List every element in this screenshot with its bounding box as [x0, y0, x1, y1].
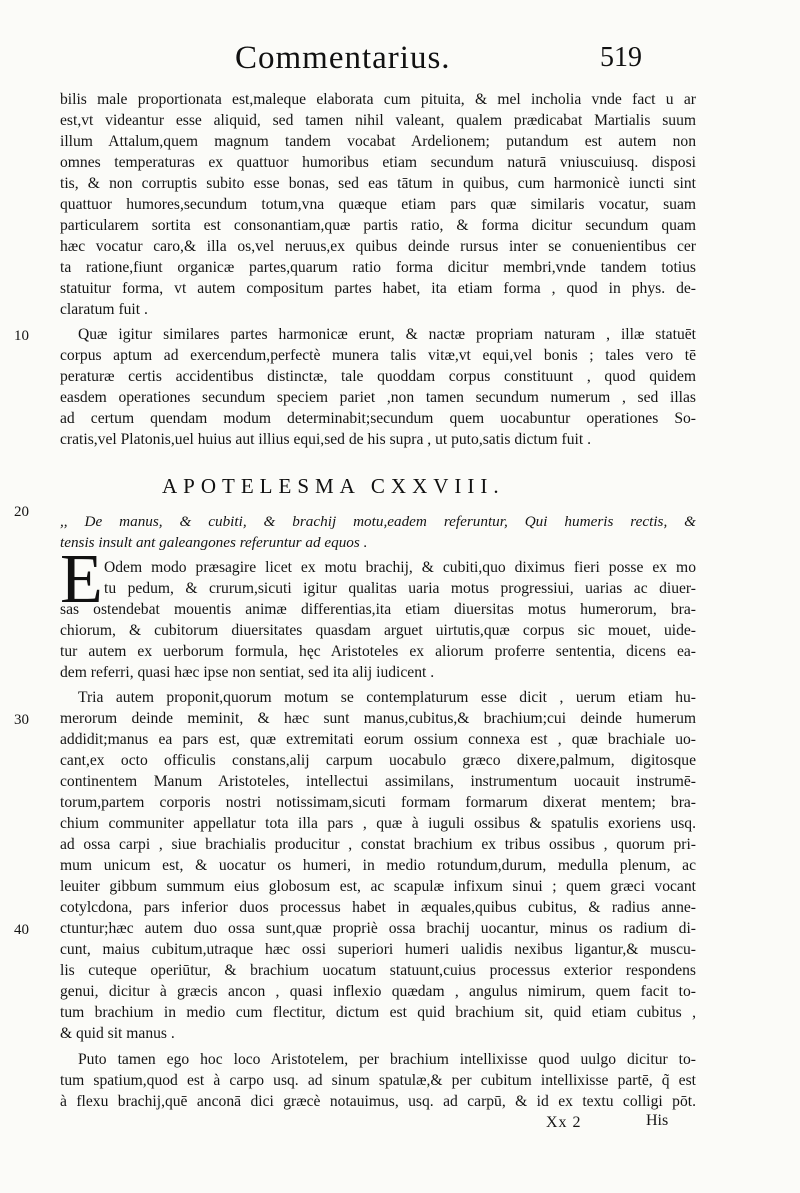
text-line: lis cuteque operiūtur, & brachium uocatum statuunt,cuius processus exterior respondens	[60, 962, 696, 979]
text-line: chiorum, & cubitorum diuersitates quasdam arguet uirtutis,quæ corpus sic mouet, uide-	[60, 622, 696, 639]
text-line: genui, dicitur à græcis ancon , quasi inflexio quædam , angulus nimirum, quem facit to-	[60, 983, 696, 1000]
text-line: ta ratione,fiunt organicæ partes,quarum ratio forma dicitur membri,vnde tandem totius	[60, 259, 696, 276]
text-line: Quæ igitur similares partes harmonicæ erunt, & nactæ propriam naturam , illæ statuēt	[78, 326, 696, 343]
text-line: chium communiter appellatur tota illa pars , quæ à iuguli ossibus & spatulis exoriens usq.	[60, 815, 696, 832]
line-number: 20	[14, 504, 29, 520]
signature-mark: Xx 2	[546, 1114, 582, 1131]
text-line: ad certum quendam modum determinabit;secundum quem uocabuntur operationes So-	[60, 410, 696, 427]
text-line: est,vt videantur esse aliquid, sed tamen nihil valeant, qualem prædicabat Martialis suum	[60, 112, 696, 129]
text-line: claratum fuit .	[60, 301, 148, 318]
quote-line: ,, De manus, & cubiti, & brachij motu,eadem referuntur, Qui humeris rectis, &	[60, 513, 696, 530]
text-line: cratis,vel Platonis,uel huius aut illius equi,sed de his supra , ut puto,satis dictum fuit .	[60, 431, 591, 448]
text-line: tum spatium,quod est à carpo usq. ad sinum spatulæ,& per cubitum intellixisse partē, q̃ est	[60, 1072, 696, 1089]
text-line: particularem sortita est consonantiam,quæ partis ratio, & forma dicitur secundum quam	[60, 217, 696, 234]
line-number: 10	[14, 328, 29, 344]
text-line: continentem Manum Aristoteles, intellectui assimilans, instrumentum uocauit instrumē-	[60, 773, 696, 790]
text-line: hæc vocatur caro,& illa os,vel neruus,ex quibus deinde rursus inter se conuenientibus cer	[60, 238, 696, 255]
text-line: illum Attalum,quem magnum tandem vocabat Ardelionem; putandum est autem non	[60, 133, 696, 150]
text-line: tis, & non corruptis subito esse bonas, sed eas tātum in quibus, cum harmonicè iuncti sint	[60, 175, 696, 192]
text-line: dem referri, quasi hæc ipse non sentiat, sed ita alij iudicent .	[60, 664, 435, 681]
text-line: Tria autem proponit,quorum motum se contemplaturum esse dicit , uerum etiam hu-	[78, 689, 696, 706]
text-line: ad ossa carpi , siue brachialis producitur , constat brachium ex tribus ossibus , quorum pri-	[60, 836, 696, 853]
text-line: peraturæ certis accidentibus distinctæ, tale quoddam corpus constituunt , quod quidem	[60, 368, 696, 385]
bleed-through-text	[212, 52, 218, 78]
text-line: corpus aptum ad exercendum,perfectè munera talis vitæ,vt equi,vel bonis ; tales vero tē	[60, 347, 696, 364]
line-number: 40	[14, 922, 29, 938]
text-line: bilis male proportionata est,maleque elaborata cum pituita, & mel incholia vnde fact u ar	[60, 91, 696, 108]
text-line: sas ostendebat mouentis animæ differentias,ita etiam diuersitas motus humerorum, bra-	[60, 601, 696, 618]
text-line: statuitur forma, vt autem compositum partes habet, ita etiam forma , quod in phys. de-	[60, 280, 696, 297]
text-line: tum brachium in medio cum flectitur, dictum est quid brachium sit, quid etiam cubitus ,	[60, 1004, 696, 1021]
text-line: quattuor humores,secundum totum,vna quæque etiam pars quæ similaris vocatur, suam	[60, 196, 696, 213]
text-line: cant,ex octo officulis constans,alij carpum uocabulo græco dixere,palmum, digitosque	[60, 752, 696, 769]
running-title: Commentarius.	[235, 40, 451, 76]
text-line: leuiter gibbum summum eius globosum est, ac scapulæ infixum sinui ; quem græci vocant	[60, 878, 696, 895]
line-number: 30	[14, 712, 29, 728]
text-line: easdem operationes secundum speciem pariet ,non tamen secundum numerum , sed illas	[60, 389, 696, 406]
text-line: merorum deinde meminit, & hæc sunt manus,cubitus,& brachium;cui deinde humerum	[60, 710, 696, 727]
text-line: à flexu brachij,quē anconā dici græcè notauimus, usq. ad carpū, & id ex textu colligi pōt.	[60, 1093, 696, 1110]
page-number: 519	[600, 42, 642, 73]
text-line: Odem modo præsagire licet ex motu brachij, & cubiti,quo diximus fieri posse ex mo	[104, 559, 696, 576]
text-line: cotylcdona, pars inferior duos processus habet in æquales,quibus cubitus, & radius anne-	[60, 899, 696, 916]
text-line: torum,partem corporis nostri notissimam,sicuti formam formarum dixerat mentem; bra-	[60, 794, 696, 811]
text-line: addidit;manus ea pars est, quæ extremitati eorum ossium connexa est , quæ brachiale uo-	[60, 731, 696, 748]
text-line: Puto tamen ego hoc loco Aristotelem, per brachium intellixisse quod uulgo dicitur to-	[78, 1051, 696, 1068]
text-line: tur autem ex uerborum formula, hęc Aristoteles ex aliorum proferre sententia, dicens ea-	[60, 643, 696, 660]
text-line: & quid sit manus .	[60, 1025, 175, 1042]
text-line: cunt, maius cubitum,utraque hæc ossi superiori humeri ualidis nexibus ligantur,& muscu-	[60, 941, 696, 958]
text-line: mum unicum est, & uocatur os humeri, in medio rotundum,durum, medulla plenum, ac	[60, 857, 696, 874]
quote-line: tensis insult ant galeangones referuntur ad equos .	[60, 534, 368, 551]
text-line: ctuntur;hæc autem duo ossa sunt,quæ propriè ossa brachij uocantur, minus os radium di-	[60, 920, 696, 937]
text-line: tu pedum, & crurum,sicuti igitur qualitas uaria motus progressiui, uarias ac diuer-	[104, 580, 696, 597]
drop-cap: E	[60, 541, 103, 618]
text-line: omnes temperaturas ex quattuor humoribus etiam secundum naturā vniuscuiusq. disposi	[60, 154, 696, 171]
section-heading: APOTELESMA CXXVIII.	[162, 474, 505, 498]
catchword: His	[646, 1112, 669, 1129]
